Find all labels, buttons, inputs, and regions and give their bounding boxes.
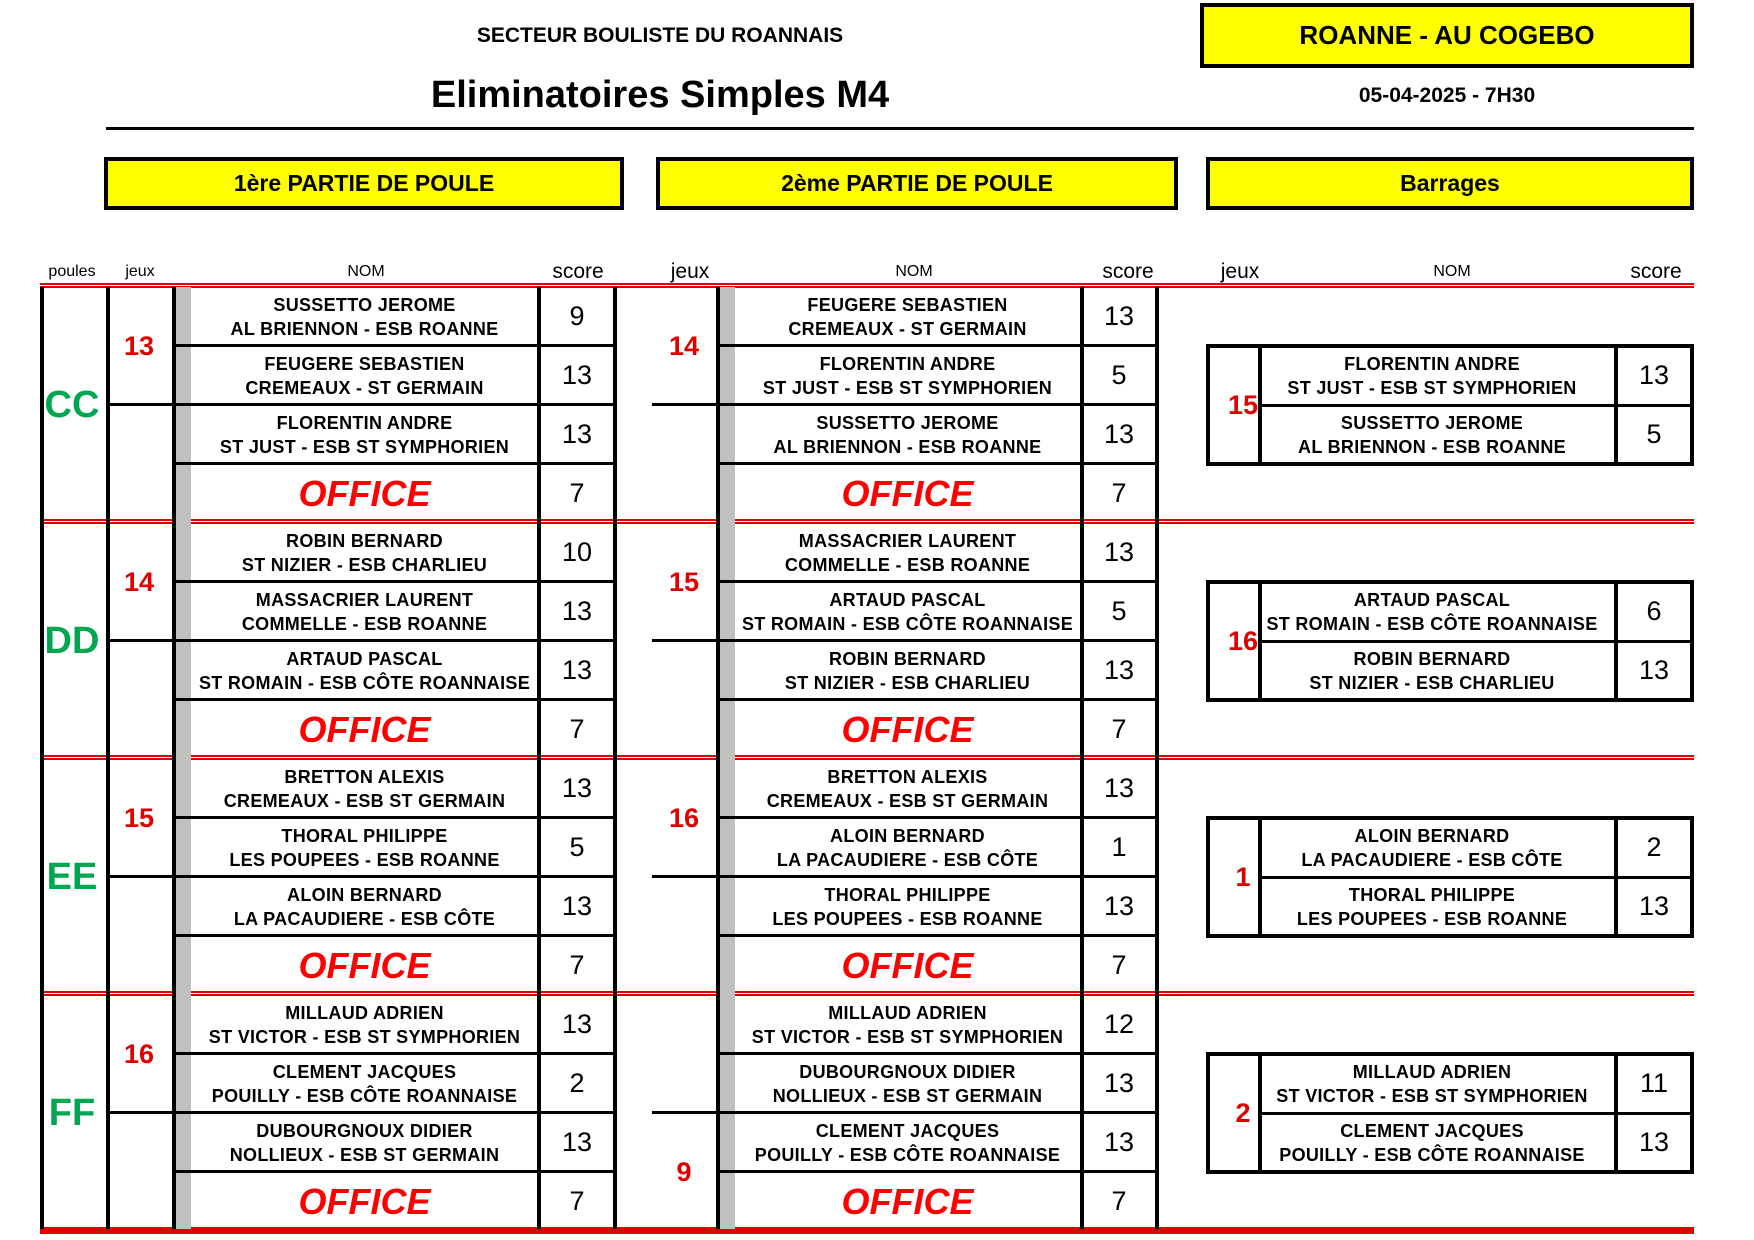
game-number: 14 — [668, 330, 700, 361]
column-divider — [1614, 344, 1618, 466]
player-club: LES POUPEES - ESB ROANNE — [772, 908, 1043, 929]
player-cell — [735, 405, 1080, 464]
row-divider — [172, 344, 613, 347]
barrage-player-cell — [1262, 1113, 1602, 1172]
barrage-score-cell: 11 — [1639, 1068, 1669, 1098]
page-title: Eliminatoires Simples M4 — [430, 73, 890, 116]
row-divider — [172, 816, 613, 819]
player-club: LES POUPEES - ESB ROANNE — [229, 849, 500, 870]
player-club: AL BRIENNON - ESB ROANNE — [773, 436, 1042, 457]
player-cell — [192, 818, 537, 877]
column-divider — [1614, 580, 1618, 702]
player-cell — [192, 995, 537, 1054]
score-cell: 13 — [1103, 773, 1135, 803]
barrage-player-cell — [1262, 405, 1602, 464]
score-cell: 13 — [561, 360, 593, 390]
player-cell — [735, 582, 1080, 641]
game-number — [106, 877, 172, 995]
game-number — [652, 405, 716, 523]
column-divider — [1614, 816, 1618, 938]
score-cell: 5 — [569, 832, 585, 862]
score-cell: 7 — [569, 1186, 585, 1216]
row-divider — [172, 580, 613, 583]
player-club: LA PACAUDIERE - ESB CÔTE — [1301, 849, 1563, 870]
player-name: MILLAUD ADRIEN — [1352, 1061, 1512, 1082]
row-divider — [716, 934, 1155, 937]
score-cell: 13 — [1103, 1127, 1135, 1157]
player-club: AL BRIENNON - ESB ROANNE — [230, 318, 499, 339]
row-divider — [716, 1052, 1155, 1055]
event-date: 05-04-2025 - 7H30 — [1358, 84, 1536, 107]
col-header-nom: NOM — [1433, 263, 1471, 280]
barrage-player-cell — [1262, 818, 1602, 877]
player-club: LES POUPEES - ESB ROANNE — [1296, 908, 1568, 929]
player-cell — [735, 287, 1080, 346]
barrage-player-cell — [1262, 582, 1602, 641]
player-cell — [735, 346, 1080, 405]
column-divider — [1258, 580, 1262, 702]
score-cell: 13 — [561, 655, 593, 685]
score-cell: 13 — [561, 1009, 593, 1039]
player-cell — [192, 1113, 537, 1172]
score-cell: 13 — [1103, 891, 1135, 921]
player-cell — [192, 641, 537, 700]
score-cell: 10 — [561, 537, 593, 567]
poule-label: EE — [46, 855, 98, 898]
player-name: THORAL PHILIPPE — [1348, 884, 1516, 905]
player-cell — [192, 523, 537, 582]
player-name: ROBIN BERNARD — [829, 648, 986, 669]
barrage-game-number: 1 — [1235, 861, 1251, 892]
section-second-round: 2ème PARTIE DE POULE — [656, 157, 1178, 210]
player-club: CREMEAUX - ESB ST GERMAIN — [223, 790, 506, 811]
player-cell — [192, 582, 537, 641]
row-divider — [1262, 1112, 1692, 1115]
score-cell: 12 — [1103, 1009, 1135, 1039]
game-number — [652, 641, 716, 759]
player-club: CREMEAUX - ESB ST GERMAIN — [766, 790, 1049, 811]
player-club: ST ROMAIN - ESB CÔTE ROANNAISE — [198, 672, 530, 693]
game-number — [106, 1113, 172, 1231]
score-cell: 7 — [569, 950, 585, 980]
col-header-jeux: jeux — [125, 263, 155, 280]
player-name: MASSACRIER LAURENT — [798, 530, 1017, 551]
barrage-score-cell: 13 — [1638, 655, 1670, 685]
game-number: 16 — [668, 802, 700, 833]
column-divider — [1155, 287, 1159, 1231]
player-cell — [192, 405, 537, 464]
column-divider — [537, 287, 541, 1231]
barrage-game-number: 16 — [1227, 625, 1259, 656]
player-name: DUBOURGNOUX DIDIER — [256, 1120, 473, 1141]
player-club: LA PACAUDIERE - ESB CÔTE — [776, 849, 1039, 870]
player-cell — [735, 523, 1080, 582]
player-club: ST NIZIER - ESB CHARLIEU — [784, 672, 1031, 693]
player-club: ST ROMAIN - ESB CÔTE ROANNAISE — [1266, 613, 1598, 634]
player-club: ST VICTOR - ESB ST SYMPHORIEN — [208, 1026, 521, 1047]
column-divider — [106, 287, 110, 1231]
player-cell — [192, 287, 537, 346]
player-name: ARTAUD PASCAL — [829, 589, 986, 610]
player-cell — [192, 346, 537, 405]
score-cell: 2 — [569, 1068, 585, 1098]
player-name: DUBOURGNOUX DIDIER — [799, 1061, 1016, 1082]
column-divider — [1258, 816, 1262, 938]
game-number: 15 — [668, 566, 700, 597]
player-club: ST NIZIER - ESB CHARLIEU — [241, 554, 488, 575]
office-placeholder: OFFICE — [298, 944, 431, 986]
player-cell — [735, 818, 1080, 877]
barrage-player-cell — [1262, 877, 1602, 936]
barrage-game-number: 2 — [1235, 1097, 1251, 1128]
player-name: FLORENTIN ANDRE — [276, 412, 453, 433]
player-cell — [192, 1054, 537, 1113]
player-name: FLORENTIN ANDRE — [819, 353, 996, 374]
player-club: ST VICTOR - ESB ST SYMPHORIEN — [1276, 1085, 1588, 1106]
barrage-score-cell: 6 — [1646, 596, 1662, 626]
player-name: SUSSETTO JEROME — [273, 294, 456, 315]
score-cell: 13 — [1103, 537, 1135, 567]
row-divider — [716, 580, 1155, 583]
column-divider — [40, 287, 44, 1231]
player-club: ST VICTOR - ESB ST SYMPHORIEN — [751, 1026, 1064, 1047]
row-divider — [172, 934, 613, 937]
score-cell: 7 — [1111, 714, 1127, 744]
office-placeholder: OFFICE — [298, 708, 431, 750]
player-club: ST NIZIER - ESB CHARLIEU — [1309, 672, 1555, 693]
player-name: THORAL PHILIPPE — [824, 884, 991, 905]
game-number: 14 — [123, 566, 155, 597]
col-header-jeux: jeux — [1220, 260, 1260, 283]
game-number: 15 — [123, 802, 155, 833]
player-club: NOLLIEUX - ESB ST GERMAIN — [229, 1144, 500, 1165]
row-divider — [716, 344, 1155, 347]
row-divider — [716, 698, 1155, 701]
row-divider — [172, 698, 613, 701]
player-name: ALOIN BERNARD — [830, 825, 985, 846]
score-cell: 9 — [569, 301, 585, 331]
venue-banner: ROANNE - AU COGEBO — [1200, 3, 1694, 68]
player-club: ST JUST - ESB ST SYMPHORIEN — [1287, 377, 1577, 398]
col-header-jeux: jeux — [670, 260, 710, 283]
office-placeholder: OFFICE — [841, 1180, 974, 1222]
score-cell: 7 — [1111, 478, 1127, 508]
col-header-nom: NOM — [347, 263, 385, 280]
score-cell: 7 — [569, 714, 585, 744]
col-header-nom: NOM — [895, 263, 933, 280]
game-number — [652, 877, 716, 995]
score-cell: 13 — [1103, 301, 1135, 331]
barrage-game-number: 15 — [1227, 389, 1259, 420]
player-name: ALOIN BERNARD — [287, 884, 442, 905]
player-name: THORAL PHILIPPE — [281, 825, 448, 846]
player-club: ST JUST - ESB ST SYMPHORIEN — [219, 436, 510, 457]
col-header-score: score — [552, 260, 604, 283]
player-club: CREMEAUX - ST GERMAIN — [788, 318, 1027, 339]
player-name: MILLAUD ADRIEN — [285, 1002, 444, 1023]
barrage-score-cell: 13 — [1638, 360, 1670, 390]
barrage-player-cell — [1262, 346, 1602, 405]
barrage-player-cell — [1262, 1054, 1602, 1113]
player-name: BRETTON ALEXIS — [284, 766, 445, 787]
row-divider — [172, 462, 613, 465]
player-cell — [735, 641, 1080, 700]
player-name: CLEMENT JACQUES — [815, 1120, 1000, 1141]
score-cell: 13 — [561, 891, 593, 921]
player-name: ARTAUD PASCAL — [1353, 589, 1511, 610]
player-name: FLORENTIN ANDRE — [1344, 353, 1520, 374]
col-header-score: score — [1630, 260, 1682, 283]
section-barrages: Barrages — [1206, 157, 1694, 210]
game-number: 16 — [123, 1038, 155, 1069]
col-header-score: score — [1102, 260, 1154, 283]
row-divider — [1262, 640, 1692, 643]
player-club: AL BRIENNON - ESB ROANNE — [1298, 436, 1566, 457]
player-name: FEUGERE SEBASTIEN — [807, 294, 1008, 315]
office-placeholder: OFFICE — [298, 472, 431, 514]
score-cell: 13 — [561, 773, 593, 803]
player-name: ROBIN BERNARD — [1353, 648, 1511, 669]
score-cell: 7 — [1111, 950, 1127, 980]
game-number — [106, 405, 172, 523]
player-club: LA PACAUDIERE - ESB CÔTE — [233, 908, 496, 929]
player-club: COMMELLE - ESB ROANNE — [784, 554, 1031, 575]
column-divider — [1614, 1052, 1618, 1174]
game-number: 9 — [676, 1156, 692, 1187]
column-divider — [716, 287, 720, 1231]
player-cell — [735, 759, 1080, 818]
row-divider — [716, 1170, 1155, 1173]
row-divider — [1262, 404, 1692, 407]
barrage-score-cell: 2 — [1646, 832, 1662, 862]
player-cell — [735, 995, 1080, 1054]
row-divider — [172, 1170, 613, 1173]
score-cell: 13 — [1103, 419, 1135, 449]
score-cell: 1 — [1111, 832, 1127, 862]
player-name: MASSACRIER LAURENT — [255, 589, 474, 610]
player-club: NOLLIEUX - ESB ST GERMAIN — [772, 1085, 1043, 1106]
poule-label: CC — [44, 383, 100, 426]
section-first-round: 1ère PARTIE DE POULE — [104, 157, 624, 210]
barrage-score-cell: 13 — [1638, 1127, 1670, 1157]
score-cell: 5 — [1111, 596, 1127, 626]
player-cell — [735, 877, 1080, 936]
player-club: CREMEAUX - ST GERMAIN — [245, 377, 484, 398]
score-cell: 13 — [561, 419, 593, 449]
barrage-score-cell: 5 — [1646, 419, 1662, 449]
row-divider — [716, 816, 1155, 819]
game-number — [652, 995, 716, 1113]
game-number — [106, 641, 172, 759]
poule-separator — [40, 1229, 1694, 1234]
player-name: MILLAUD ADRIEN — [828, 1002, 987, 1023]
player-club: COMMELLE - ESB ROANNE — [241, 613, 488, 634]
game-number: 13 — [123, 330, 155, 361]
column-divider — [1258, 344, 1262, 466]
barrage-player-cell — [1262, 641, 1602, 700]
score-cell: 13 — [561, 1127, 593, 1157]
player-cell — [192, 759, 537, 818]
poule-label: DD — [44, 619, 100, 662]
score-cell: 13 — [561, 596, 593, 626]
column-divider — [172, 287, 176, 1231]
player-cell — [735, 1054, 1080, 1113]
column-divider — [652, 287, 656, 1231]
player-name: BRETTON ALEXIS — [827, 766, 988, 787]
player-club: POUILLY - ESB CÔTE ROANNAISE — [754, 1144, 1061, 1165]
office-placeholder: OFFICE — [841, 708, 974, 750]
player-cell — [192, 877, 537, 936]
office-placeholder: OFFICE — [298, 1180, 431, 1222]
header-divider — [106, 127, 1694, 130]
player-name: SUSSETTO JEROME — [1340, 412, 1524, 433]
score-cell: 7 — [1111, 1186, 1127, 1216]
column-divider — [613, 287, 617, 1231]
score-cell: 13 — [1103, 655, 1135, 685]
column-divider — [1080, 287, 1084, 1231]
player-club: POUILLY - ESB CÔTE ROANNAISE — [1279, 1144, 1585, 1165]
player-cell — [735, 1113, 1080, 1172]
office-placeholder: OFFICE — [841, 472, 974, 514]
organization-name: SECTEUR BOULISTE DU ROANNAIS — [476, 24, 844, 47]
row-divider — [1262, 876, 1692, 879]
barrage-score-cell: 13 — [1638, 891, 1670, 921]
score-cell: 5 — [1111, 360, 1127, 390]
player-club: POUILLY - ESB CÔTE ROANNAISE — [211, 1085, 518, 1106]
score-cell: 7 — [569, 478, 585, 508]
poule-label: FF — [48, 1091, 96, 1134]
player-name: ARTAUD PASCAL — [286, 648, 443, 669]
column-divider — [1258, 1052, 1262, 1174]
player-club: ST ROMAIN - ESB CÔTE ROANNAISE — [741, 613, 1073, 634]
player-name: ALOIN BERNARD — [1354, 825, 1510, 846]
player-name: CLEMENT JACQUES — [272, 1061, 457, 1082]
row-divider — [172, 1052, 613, 1055]
player-name: SUSSETTO JEROME — [816, 412, 999, 433]
player-club: ST JUST - ESB ST SYMPHORIEN — [762, 377, 1053, 398]
player-name: FEUGERE SEBASTIEN — [264, 353, 465, 374]
player-name: CLEMENT JACQUES — [1340, 1120, 1524, 1141]
player-name: ROBIN BERNARD — [286, 530, 443, 551]
row-divider — [716, 462, 1155, 465]
col-header-poules: poules — [48, 263, 96, 280]
score-cell: 13 — [1103, 1068, 1135, 1098]
office-placeholder: OFFICE — [841, 944, 974, 986]
